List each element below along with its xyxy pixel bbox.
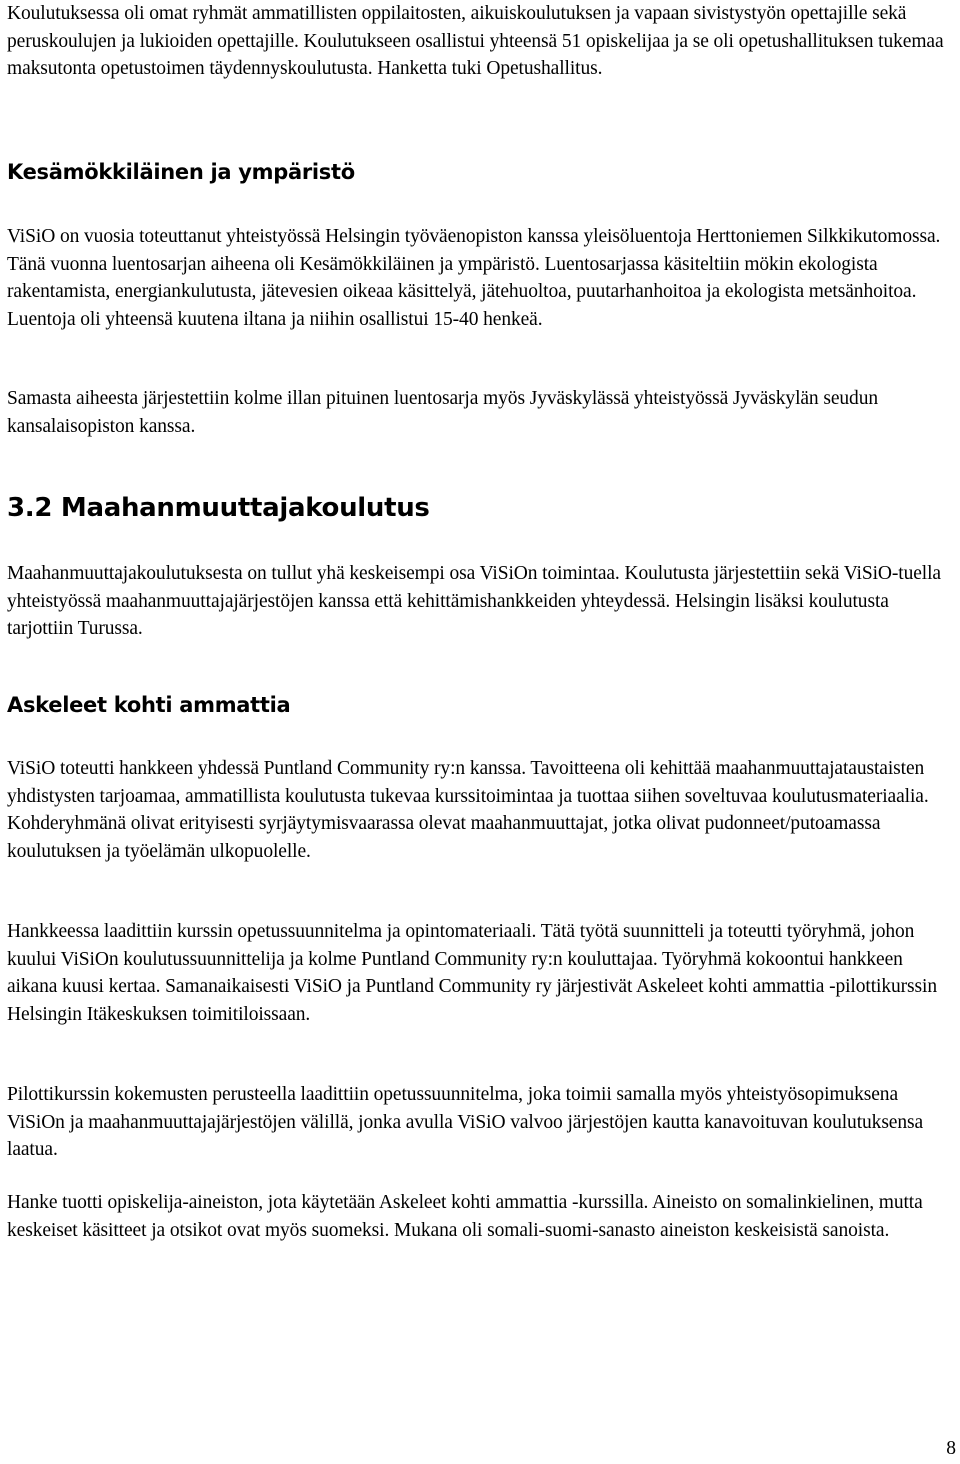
paragraph-lecture-series: ViSiO on vuosia toteuttanut yhteistyössä Helsingin työväenopiston kanssa yleisöluentoja Herttoniemen Silkkikutomossa. Tänä vuonna luentosarjan aiheena oli Kesämökkiläinen ja ympäristö. Luentosarjassa käsiteltiin mökin ekologista rakentamista, energiankulutusta, jätevesien oikeaa käsittelyä, jätehuoltoa, puutarhanhoitoa ja ekologista metsänhoitoa. Luentoja oli yhteensä kuutena iltana ja niihin osallistui 15-40 henkeä. <box>7 226 941 330</box>
paragraph-student-material: Hanke tuotti opiskelija-aineiston, jota käytetään Askeleet kohti ammattia -kurssilla. Aineisto on somalinkielinen, mutta keskeiset käsitteet ja otsikot ovat myös suomeksi. Mukana oli somali-suomi-sanasto aineiston keskeisistä sanoista. <box>7 1192 923 1241</box>
heading-kesamokkilainen: Kesämökkiläinen ja ympäristö <box>7 160 355 184</box>
paragraph-immigrant-training: Maahanmuuttajakoulutuksesta on tullut yhä keskeisempi osa ViSiOn toimintaa. Koulutusta järjestettiin sekä ViSiO-tuella yhteistyössä maahanmuuttajajärjestöjen kanssa että kehittämishankkeiden yhteydessä. Helsingin lisäksi koulutusta tarjottiin Turussa. <box>7 563 941 640</box>
section-heading-maahanmuuttajakoulutus: 3.2 Maahanmuuttajakoulutus <box>7 493 430 523</box>
heading-askeleet: Askeleet kohti ammattia <box>7 693 291 717</box>
paragraph-curriculum: Hankkeessa laadittiin kurssin opetussuunnitelma ja opintomateriaali. Tätä työtä suunnitteli ja toteutti työryhmä, johon kuului ViSiOn koulutussuunnittelija ja kolme Puntland Community ry:n kouluttajaa. Työryhmä kokoontui hankkeen aikana kuusi kertaa. Samanaikaisesti ViSiO ja Puntland Community ry järjestivät Askeleet kohti ammattia -pilottikurssin Helsingin Itäkeskuksen toimitiloissaan. <box>7 921 937 1025</box>
page-number: 8 <box>946 1438 956 1459</box>
paragraph-jyvaskyla: Samasta aiheesta järjestettiin kolme illan pituinen luentosarja myös Jyväskylässä yhteistyössä Jyväskylän seudun kansalaisopiston kanssa. <box>7 388 879 437</box>
paragraph-puntland-project: ViSiO toteutti hankkeen yhdessä Puntland Community ry:n kanssa. Tavoitteena oli kehittää maahanmuuttajataustaisten yhdistysten tarjoamaa, ammatillista koulutusta tukevaa kurssitoimintaa ja tuottaa siihen soveltuvaa koulutusmateriaalia. Kohderyhmänä olivat erityisesti syrjäytymisvaarassa olevat maahanmuuttajat, jotka olivat pudonneet/putoamassa koulutuksen ja työelämän ulkopuolelle. <box>7 758 929 862</box>
paragraph-pilot-course: Pilottikurssin kokemusten perusteella laadittiin opetussuunnitelma, joka toimii samalla myös yhteistyösopimuksena ViSiOn ja maahanmuuttajajärjestöjen välillä, jonka avulla ViSiO valvoo järjestöjen kautta kanavoituvan koulutuksensa laatua. <box>7 1084 924 1161</box>
paragraph-training-summary: Koulutuksessa oli omat ryhmät ammatillisten oppilaitosten, aikuiskoulutuksen ja vapaan sivistystyön opettajille sekä peruskoulujen ja lukioiden opettajille. Koulutukseen osallistui yhteensä 51 opiskelijaa ja se oli opetushallituksen tukemaa maksutonta opetustoimen täydennyskoulutusta. Hanketta tuki Opetushallitus. <box>7 3 944 80</box>
